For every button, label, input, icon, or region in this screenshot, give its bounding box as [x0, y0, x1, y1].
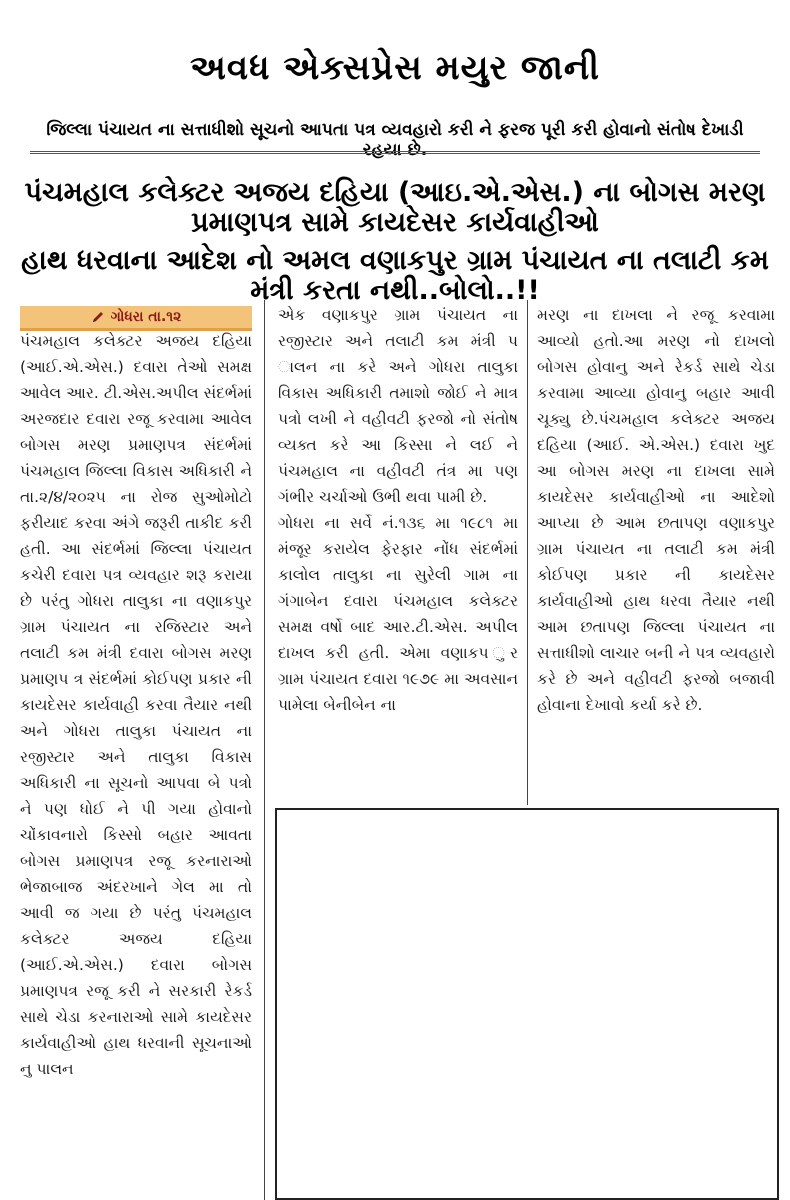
- article-column-1: પંચમહાલ કલેક્ટર અજય દહિયા (આઈ.એ.એસ.) દવારા તેઓ સમક્ષ આવેલ આર. ટી.એસ.અપીલ સંદર્ભમાં અરજદાર દવારા રજૂ કરવામા આવેલ બોગસ મરણ પ્રમાણપત્ર સંદર્ભમાં પંચમહાલ જિલ્લા વિકાસ અધિકારી ને તા.૨/૪/૨૦૨૫ ના રોજ સુઓમોટો ફરીયાદ કરવા અંગે જરૂરી તાકીદ કરી હતી. આ સંદર્ભમાં જિલ્લા પંચાયત કચેરી દવારા પત્ર વ્યવહાર શરૂ કરાયા છે પરંતુ ગોધરા તાલુકા ના વણાકપુર ગ્રામ પંચાયત ના રજિસ્ટાર અને તલાટી કમ મંત્રી દવારા બોગસ મરણ પ્રમાણપ ત્ર સંદર્ભમાં કોઈપણ પ્રકાર ની કાયદેસર કાર્યવાહી કરવા તૈયાર નથી અને ગોધરા તાલુકા પંચાયત ના રજીસ્ટાર અને તાલુકા વિકાસ અધિકારી ના સૂચનો આપવા બે પત્રો ને પણ ધોઈ ને પી ગયા હોવાનો ચોંકાવનારો કિસ્સો બહાર આવતા બોગસ પ્રમાણપત્ર રજૂ કરનારાઓ ભેજાબાજ અંદરખાને ગેલ મા તો આવી જ ગયા છે પરંતુ પંચમહાલ કલેક્ટર અજય દહિયા (આઈ.એ.એસ.) દવારા બોગસ પ્રમાણપત્ર રજૂ કરી ને સરકારી રેકર્ડ સાથે ચેડા કરનારાઓ સામે કાયદેસર કાર્યવાહીઓ હાથ ધરવાની સૂચનાઓ નુ પાલન: [20, 332, 252, 1078]
- headline-line-1: પંચમહાલ કલેક્ટર અજય દહિયા (આઇ.એ.એસ.) ના બોગસ મરણ પ્રમાણપત્ર સામે કાયદેસર કાર્યવાહીઓ: [24, 177, 766, 238]
- article-column-2: એક વણાકપુર ગ્રામ પંચાયત ના રજીસ્ટાર અને તલાટી કમ મંત્રી પ ાલન ના કરે અને ગોધરા તાલુકા વિકાસ અધિકારી તમાશો જોઈ ને માત્ર પત્રો લખી ને વહીવટી ફરજો નો સંતોષ વ્યક્ત કરે આ કિસ્સા ને લઈ ને પંચમહાલ ના વહીવટી તંત્ર મા પણ ગંભીર ચર્ચાઓ ઉભી થવા પામી છે. ગોધરા ના સર્વે નં.૧૩૬ મા ૧૯૮૧ મા મંજૂર કરાયેલ ફેરફાર નોંધ સંદર્ભમાં કાલોલ તાલુકા ના સુરેલી ગામ ના ગંગાબેન દવારા પંચમહાલ કલેક્ટર સમક્ષ વર્ષો બાદ આર.ટી.એસ. અપીલ દાખલ કરી હતી. એમા વણાકપ ુર ગ્રામ પંચાયત દવારા ૧૯૭૯ મા અવસાન પામેલા બેનીબેન ના: [278, 306, 518, 714]
- blank-ad-box: [275, 808, 779, 1200]
- column-divider-2: [527, 300, 528, 805]
- subheadline: જિલ્લા પંચાયત ના સત્તાધીશો સૂચનો આપતા પત્ર વ્યવહારો કરી ને ફરજ પૂરી કરી હોવાનો સંતોષ દેખાડી રહયા છે.: [46, 120, 744, 160]
- pen-icon: [91, 310, 105, 324]
- dateline-text: ગોધરા તા.૧૨: [110, 309, 182, 325]
- masthead: અવધ એક્સપ્રેસ મયુર જાની: [190, 48, 600, 88]
- column-divider-1: [264, 300, 265, 1200]
- article-column-3: મરણ ના દાખલા ને રજૂ કરવામા આવ્યો હતો.આ મરણ નો દાખલો બોગસ હોવાનુ અને રેકર્ડ સાથે ચેડા કરવામા આવ્યા હોવાનુ બહાર આવી ચૂક્યુ છે.પંચમહાલ કલેક્ટર અજય દહિયા (આઈ. એ.એસ.) દવારા ખુદ આ બોગસ મરણ ના દાખલા સામે કાયદેસર કાર્યવાહીઓ ના આદેશો આપ્યા છે આમ છતાપણ વણાકપુર ગ્રામ પંચાયત ના તલાટી કમ મંત્રી કોઈપણ પ્રકાર ની કાયદેસર કાર્યવાહીઓ હાથ ધરવા તૈયાર નથી આમ છતાપણ જિલ્લા પંચાયત ના સત્તાધીશો લાચાર બની ને પત્ર વ્યવહારો કરે છે અને વહીવટી ફરજો બજાવી હોવાના દેખાવો કર્યા કરે છે.: [537, 306, 775, 714]
- header-divider: [30, 151, 760, 154]
- headline-line-2: હાથ ધરવાના આદેશ નો અમલ વણાકપુર ગ્રામ પંચાયત ના તલાટી કમ મંત્રી કરતા નથી..બોલો..!!: [21, 245, 769, 306]
